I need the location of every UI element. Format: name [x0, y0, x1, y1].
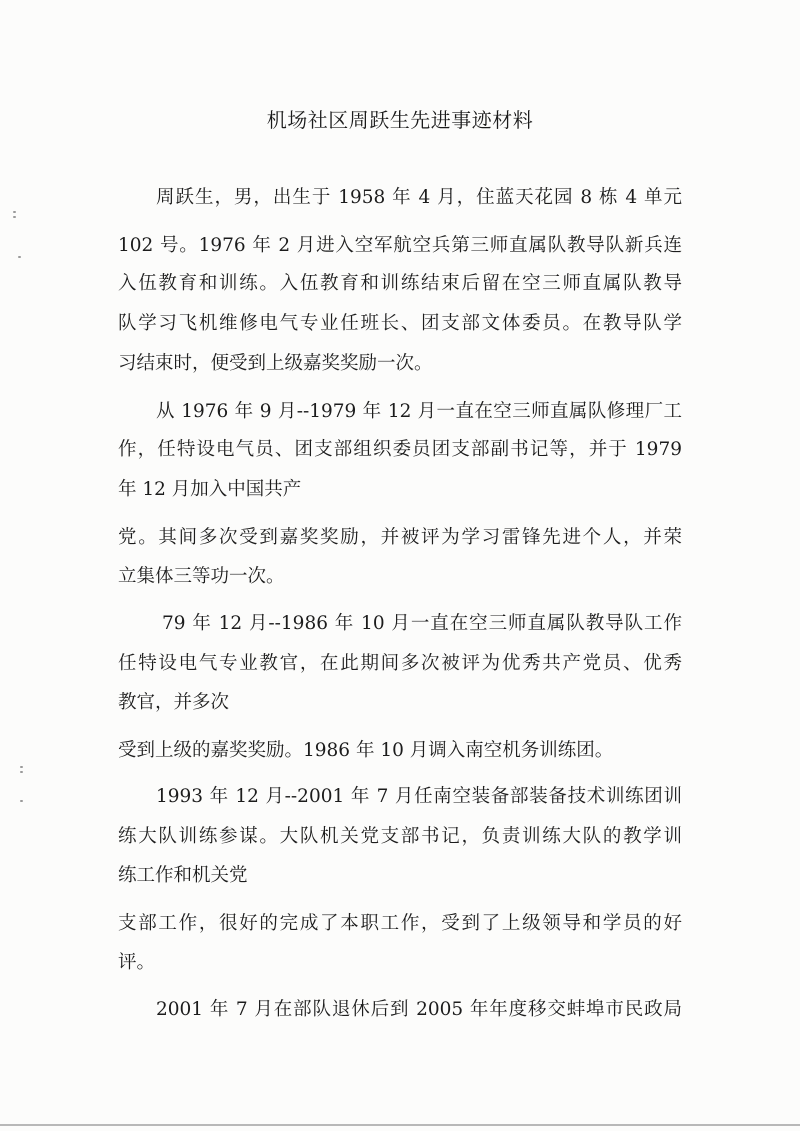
text-line: 1993 年 12 月--2001 年 7 月任南空装备部装备技术训练团训 [156, 786, 682, 807]
scan-speck [20, 800, 23, 802]
scan-speck [20, 771, 23, 773]
document-title: 机场社区周跃生先进事迹材料 [266, 108, 534, 132]
text-line: 79 年 12 月--1986 年 10 月一直在空三师直属队教导队工作 [162, 613, 682, 634]
text-line: 受到上级的嘉奖奖励。1986 年 10 月调入南空机务训练团。 [118, 740, 614, 761]
text-line: 2001 年 7 月在部队退休后到 2005 年年度移交蚌埠市民政局 [156, 999, 682, 1020]
scan-speck [20, 766, 23, 768]
page-bottom-edge [0, 1124, 800, 1126]
text-line: 党。其间多次受到嘉奖奖励，并被评为学习雷锋先进个人，并荣 [118, 527, 682, 548]
text-line: 队学习飞机维修电气专业任班长、团支部文体委员。在教导队学 [118, 313, 682, 334]
scan-speck [18, 256, 21, 258]
text-line: 练工作和机关党 [118, 865, 248, 886]
text-line: 任特设电气专业教官，在此期间多次被评为优秀共产党员、优秀 [118, 653, 682, 674]
text-line: 习结束时，便受到上级嘉奖奖励一次。 [118, 353, 433, 374]
text-line: 支部工作，很好的完成了本职工作，受到了上级领导和学员的好 [118, 913, 682, 934]
text-line: 年 12 月加入中国共产 [118, 479, 302, 500]
text-line: 周跃生，男，出生于 1958 年 4 月，住蓝天花园 8 栋 4 单元 [156, 187, 682, 208]
text-line: 从 1976 年 9 月--1979 年 12 月一直在空三师直属队修理厂工 [156, 401, 682, 422]
scan-speck [13, 211, 16, 213]
text-line: 入伍教育和训练。入伍教育和训练结束后留在空三师直属队教导 [118, 273, 682, 294]
text-line: 立集体三等功一次。 [118, 566, 285, 587]
text-line: 102 号。1976 年 2 月进入空军航空兵第三师直属队教导队新兵连 [118, 235, 682, 256]
text-line: 练大队训练参谋。大队机关党支部书记，负责训练大队的教学训 [118, 826, 682, 847]
text-line: 评。 [118, 952, 156, 973]
scan-speck [13, 216, 16, 218]
text-line: 作，任特设电气员、团支部组织委员团支部副书记等，并于 1979 [118, 439, 682, 460]
text-line: 教官，并多次 [118, 692, 230, 713]
